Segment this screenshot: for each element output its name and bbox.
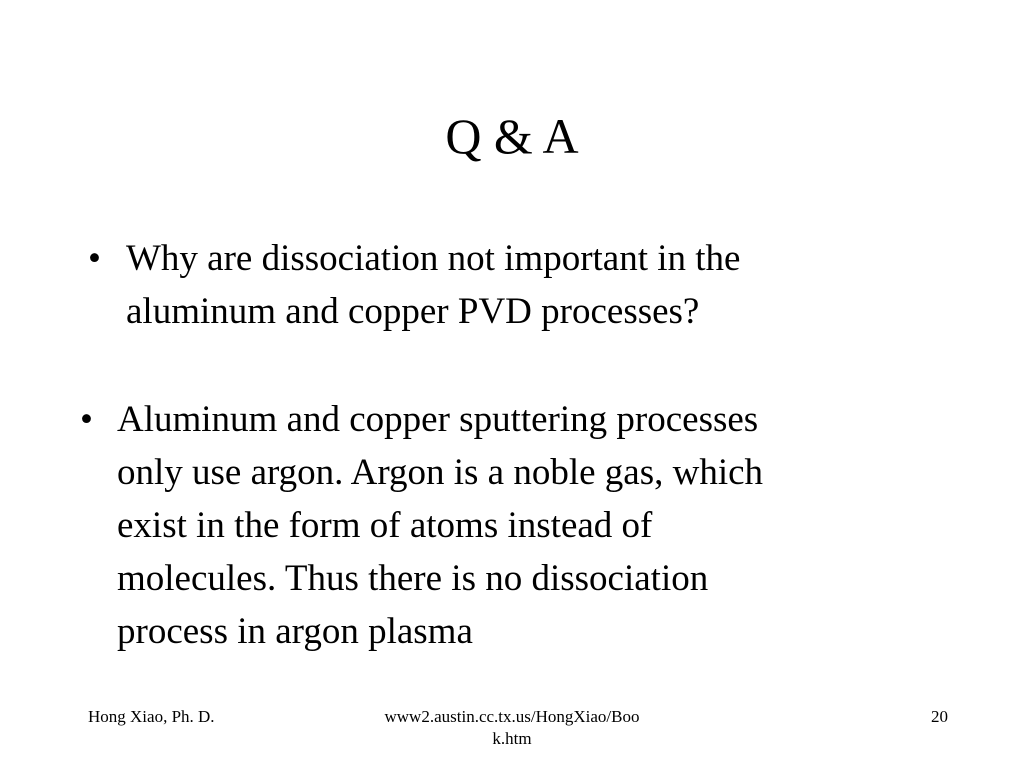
answer-line: exist in the form of atoms instead of bbox=[117, 505, 653, 546]
answer-line: only use argon. Argon is a noble gas, which bbox=[117, 452, 764, 493]
question-bullet bbox=[88, 232, 908, 338]
answer-line: molecules. Thus there is no dissociation bbox=[117, 558, 709, 599]
answer-text bbox=[117, 393, 940, 658]
answer-line: process in argon plasma bbox=[117, 611, 473, 652]
answer-line: Aluminum and copper sputtering processes bbox=[117, 399, 759, 440]
footer-author: Hong Xiao, Ph. D. bbox=[88, 707, 215, 726]
question-line: Why are dissociation not important in the bbox=[126, 238, 741, 279]
answer-bullet bbox=[80, 393, 940, 658]
question-text bbox=[126, 232, 908, 338]
slide-title: Q & A bbox=[445, 108, 579, 164]
bullet-dot: • bbox=[80, 399, 93, 440]
footer-url-line: k.htm bbox=[492, 729, 532, 748]
bullet-dot: • bbox=[88, 238, 101, 279]
footer-url-line: www2.austin.cc.tx.us/HongXiao/Boo bbox=[384, 707, 640, 726]
question-line: aluminum and copper PVD processes? bbox=[126, 291, 700, 332]
page-number: 20 bbox=[931, 707, 948, 726]
footer-url bbox=[352, 706, 672, 750]
